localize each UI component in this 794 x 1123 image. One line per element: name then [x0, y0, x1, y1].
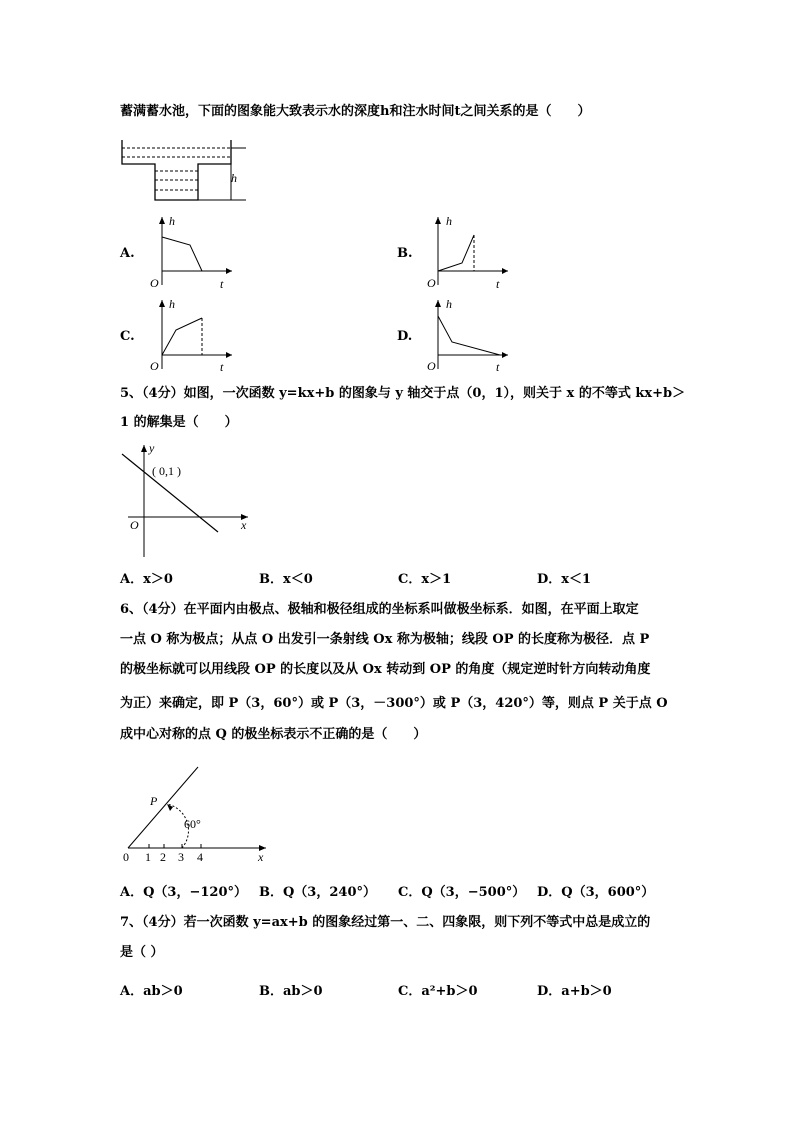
svg-text:t: t [220, 360, 224, 374]
svg-text:0: 0 [123, 850, 129, 864]
svg-text:O: O [130, 518, 139, 532]
q6-stem-line3: 的极坐标就可以用线段 OP 的长度以及从 Ox 转动到 OP 的角度（规定逆时针方向转动角度 [120, 662, 651, 677]
q5-stem-line2: 1 的解集是（ ） [120, 415, 238, 430]
svg-text:h: h [446, 297, 452, 311]
pool-diagram [118, 138, 253, 204]
svg-text:t: t [496, 277, 500, 291]
svg-text:h: h [169, 214, 175, 228]
q4-stem: 蓄满蓄水池，下面的图象能大致表示水的深度h和注水时间t之间关系的是（ ） [120, 104, 591, 119]
q7-option-b[interactable]: B．ab＞0 [259, 984, 323, 999]
svg-text:h: h [446, 214, 452, 228]
q4-option-a-letter[interactable]: A. [120, 246, 135, 261]
q4-option-b-letter[interactable]: B. [397, 246, 413, 261]
q6-stem-line2: 一点 O 称为极点；从点 O 出发引一条射线 Ox 称为极轴；线段 OP 的长度称为极径．点 P [120, 632, 650, 647]
svg-text:( 0,1 ): ( 0,1 ) [152, 464, 181, 478]
q7-option-c[interactable]: C．a²+b＞0 [398, 984, 478, 999]
svg-text:2: 2 [160, 850, 166, 864]
q4-graph-a[interactable] [146, 213, 236, 293]
q7-option-d[interactable]: D．a+b＞0 [537, 984, 612, 999]
svg-text:t: t [220, 277, 224, 291]
svg-text:O: O [150, 276, 159, 290]
q4-option-d-letter[interactable]: D. [397, 329, 413, 344]
q6-polar-figure [118, 762, 278, 867]
svg-text:P: P [150, 794, 158, 808]
q4-graph-c[interactable] [146, 296, 236, 376]
svg-text:x: x [241, 518, 247, 532]
pool-h-label: h [231, 171, 237, 185]
q7-stem-line1: 7、（4分）若一次函数 y=ax+b 的图象经过第一、二、四象限，则下列不等式中总是成立的 [120, 915, 651, 930]
svg-text:O: O [150, 359, 159, 373]
svg-text:3: 3 [178, 850, 184, 864]
q5-option-c[interactable]: C．x＞1 [398, 572, 452, 587]
q6-option-c[interactable]: C．Q（3，−500°） [398, 885, 526, 900]
q5-option-a[interactable]: A．x＞0 [120, 572, 173, 587]
q5-figure [118, 440, 258, 560]
svg-text:t: t [496, 360, 500, 374]
q7-stem-line2: 是（ ） [120, 945, 164, 960]
q4-option-c-letter[interactable]: C. [120, 329, 135, 344]
q4-graph-b[interactable] [424, 213, 514, 293]
q4-graph-d[interactable] [424, 296, 514, 376]
svg-text:4: 4 [197, 850, 203, 864]
q6-option-b[interactable]: B．Q（3，240°） [259, 885, 376, 900]
svg-text:h: h [169, 297, 175, 311]
svg-text:y: y [149, 441, 155, 455]
svg-text:O: O [427, 276, 436, 290]
svg-text:60°: 60° [184, 817, 201, 831]
q5-option-b[interactable]: B．x＜0 [259, 572, 313, 587]
q7-option-a[interactable]: A．ab＞0 [120, 984, 183, 999]
q6-stem-line4: 为正）来确定，即 P（3，60°）或 P（3，－300°）或 P（3，420°）等，则点 P 关于点 O [120, 696, 668, 711]
q6-option-d[interactable]: D．Q（3，600°） [537, 885, 655, 900]
q5-stem-line1: 5、（4分）如图，一次函数 y=kx+b 的图象与 y 轴交于点（0，1），则关于 x 的不等式 kx+b＞ [120, 386, 686, 401]
q6-stem-line1: 6、（4分）在平面内由极点、极轴和极径组成的坐标系叫做极坐标系．如图，在平面上取定 [120, 602, 639, 617]
svg-text:x: x [258, 850, 264, 864]
q6-stem-line5: 成中心对称的点 Q 的极坐标表示不正确的是（ ） [120, 727, 427, 742]
svg-text:O: O [427, 359, 436, 373]
q6-option-a[interactable]: A．Q（3，−120°） [120, 885, 247, 900]
svg-text:1: 1 [145, 850, 151, 864]
q5-option-d[interactable]: D．x＜1 [537, 572, 592, 587]
